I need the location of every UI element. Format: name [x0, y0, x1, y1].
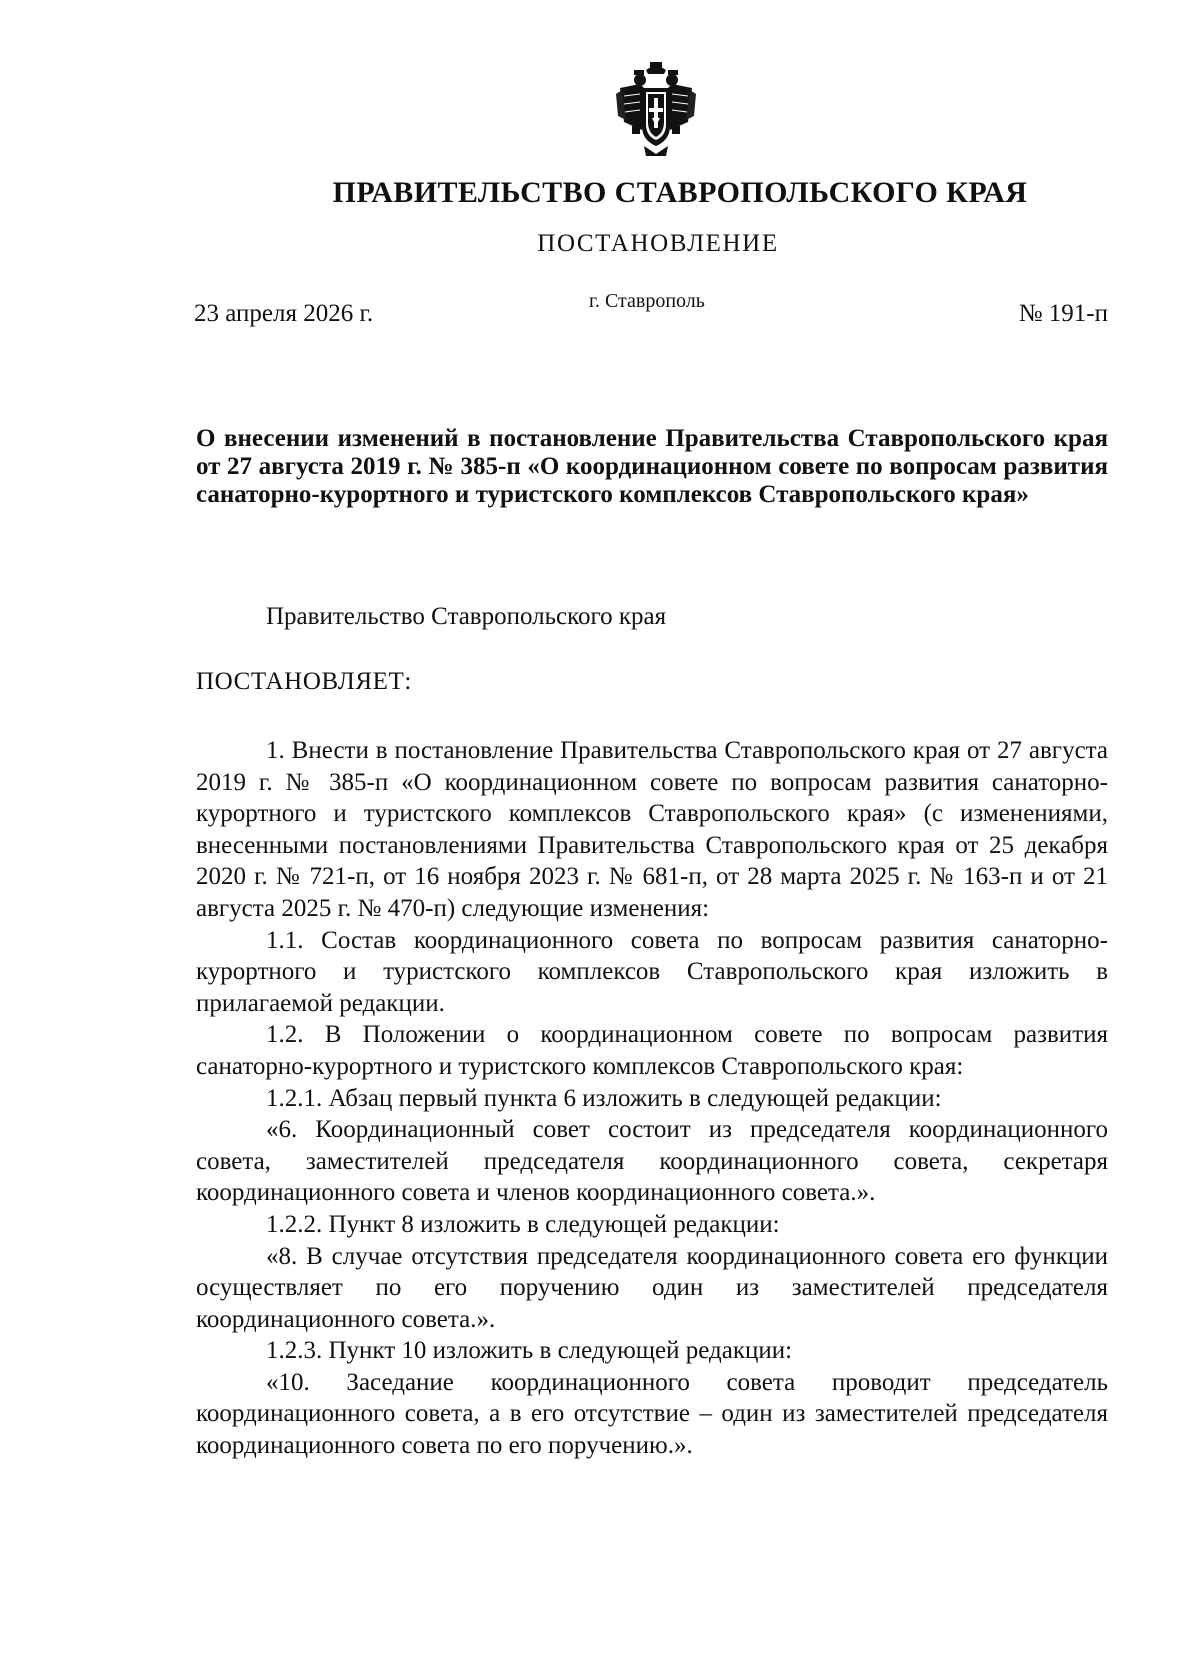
paragraph: 1.2.1. Абзац первый пункта 6 изложить в следующей редакции: — [266, 1084, 942, 1112]
paragraph: «8. В случае отсутствия председателя координационного совета его функции осуществляет по его поручению один из заместителей председателя координационного совета.». — [196, 1242, 1108, 1333]
government-title: ПРАВИТЕЛЬСТВО СТАВРОПОЛЬСКОГО КРАЯ — [332, 176, 1028, 209]
document-type: ПОСТАНОВЛЕНИЕ — [537, 230, 779, 257]
paragraph: 1. Внести в постановление Правительства Ставропольского края от 27 августа 2019 г. № 385-п «О координационном совете по вопросам развития санаторно-курортного и туристского комплексов Ставропольского края» (с изменениями, внесенными постановлениями Правительства Ставропольского края от 25 декабря 2020 г. № 721-п, от 16 ноября 2023 г. № 681-п, от 28 марта 2025 г. № 163-п и от 21 августа 2025 г. № 470-п) следующие изменения: — [196, 737, 1108, 922]
document-city: г. Ставрополь — [589, 290, 705, 312]
decree-word: ПОСТАНОВЛЯЕТ: — [196, 668, 412, 695]
document-title: О внесении изменений в постановление Правительства Ставропольского края от 27 августа 2019 г. № 385-п «О координационном совете по вопросам развития санаторно-курортного и туристского комплексов Ставропольского края» — [196, 425, 1108, 508]
coat-of-arms-icon — [612, 60, 700, 160]
document-body — [196, 735, 1108, 1462]
document-number: № 191-п — [1018, 300, 1108, 327]
paragraph: 1.2.2. Пункт 8 изложить в следующей редакции: — [266, 1210, 780, 1238]
document-date: 23 апреля 2026 г. — [194, 300, 374, 327]
paragraph: «6. Координационный совет состоит из председателя координационного совета, заместителей председателя координационного совета, секретаря координационного совета и членов координационного совета.». — [196, 1116, 1108, 1207]
preamble: Правительство Ставропольского края — [266, 603, 667, 630]
paragraph: 1.2. В Положении о координационном совете по вопросам развития санаторно-курортного и туристского комплексов Ставропольского края: — [196, 1021, 1108, 1080]
paragraph: 1.2.3. Пункт 10 изложить в следующей редакции: — [266, 1337, 793, 1365]
paragraph: 1.1. Состав координационного совета по вопросам развития санаторно-курортного и туристского комплексов Ставропольского края изложить в прилагаемой редакции. — [196, 926, 1108, 1017]
paragraph: «10. Заседание координационного совета проводит председатель координационного совета, а в его отсутствие – один из заместителей председателя координационного совета по его поручению.». — [196, 1368, 1108, 1460]
